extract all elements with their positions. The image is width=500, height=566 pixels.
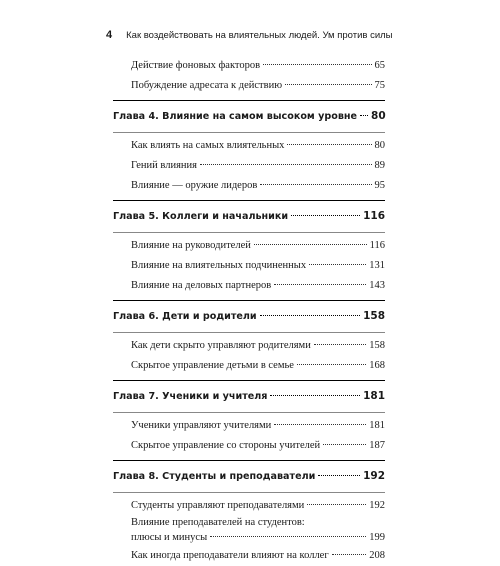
toc-entry-label: Влияние на влиятельных подчиненных xyxy=(131,260,307,271)
toc-chapter-4 xyxy=(113,100,385,133)
toc-entry-page: 89 xyxy=(374,160,385,171)
dot-leader xyxy=(260,184,371,185)
dot-leader xyxy=(270,395,360,396)
page-number: 4 xyxy=(106,29,113,41)
toc-entry-label-line2: плюсы и минусы xyxy=(131,532,208,543)
toc-entry-label: Влияние на деловых партнеров xyxy=(131,280,272,291)
toc-entry xyxy=(113,176,385,196)
toc-entry-page: 199 xyxy=(369,532,385,543)
dot-leader xyxy=(200,164,372,165)
toc-entry-page: 208 xyxy=(369,550,385,561)
toc-entry-label: Ученики управляют учителями xyxy=(131,420,272,431)
chapter-page: 116 xyxy=(363,210,385,222)
toc-entry-page: 168 xyxy=(369,360,385,371)
dot-leader xyxy=(297,364,366,365)
toc-entry-label: Скрытое управление со стороны учителей xyxy=(131,440,321,451)
toc-entry-page: 181 xyxy=(369,420,385,431)
toc-entry-page: 187 xyxy=(369,440,385,451)
dot-leader xyxy=(274,424,366,425)
toc-entry xyxy=(113,356,385,376)
dot-leader xyxy=(307,504,366,505)
dot-leader xyxy=(332,554,367,555)
toc-entry-label: Студенты управляют преподавателями xyxy=(131,500,305,511)
toc-chapter-5 xyxy=(113,200,385,233)
toc-entry-page: 65 xyxy=(374,60,385,71)
toc-entry-page: 158 xyxy=(369,340,385,351)
dot-leader xyxy=(274,284,366,285)
chapter-page: 192 xyxy=(363,470,385,482)
toc-entry xyxy=(113,416,385,436)
chapter-title: Глава 4. Влияние на самом высоком уровне xyxy=(113,111,358,122)
toc-entry xyxy=(113,56,385,76)
dot-leader xyxy=(360,115,368,116)
toc-entry-label: Влияние — оружие лидеров xyxy=(131,180,258,191)
toc-entry xyxy=(113,496,385,516)
toc-entry-line2 xyxy=(131,530,385,546)
toc-entry xyxy=(113,156,385,176)
toc-entry-page: 75 xyxy=(374,80,385,91)
toc-entry-label: Как иногда преподаватели влияют на коллег xyxy=(131,550,329,561)
toc-entry xyxy=(113,436,385,456)
dot-leader xyxy=(291,215,360,216)
toc-entry xyxy=(113,546,385,566)
dot-leader xyxy=(309,264,366,265)
toc-chapter-7 xyxy=(113,380,385,413)
toc-entry-page: 80 xyxy=(374,140,385,151)
toc-entry-page: 95 xyxy=(374,180,385,191)
table-of-contents xyxy=(113,56,385,566)
chapter-title: Глава 6. Дети и родители xyxy=(113,311,257,322)
toc-entry-label: Действие фоновых факторов xyxy=(131,60,261,71)
dot-leader xyxy=(314,344,366,345)
dot-leader xyxy=(254,244,367,245)
chapter-title: Глава 7. Ученики и учителя xyxy=(113,391,268,402)
running-title: Как воздействовать на влиятельных людей. Ум против силы xyxy=(126,30,393,41)
toc-entry xyxy=(113,76,385,96)
dot-leader xyxy=(210,536,366,537)
chapter-title: Глава 5. Коллеги и начальники xyxy=(113,211,289,222)
dot-leader xyxy=(263,64,371,65)
toc-chapter-6 xyxy=(113,300,385,333)
toc-entry xyxy=(113,236,385,256)
toc-entry xyxy=(113,136,385,156)
chapter-page: 80 xyxy=(371,110,386,122)
toc-entry-page: 131 xyxy=(369,260,385,271)
dot-leader xyxy=(287,144,371,145)
chapter-page: 158 xyxy=(363,310,385,322)
toc-entry-page: 192 xyxy=(369,500,385,511)
toc-entry-label: Как дети скрыто управляют родителями xyxy=(131,340,311,351)
chapter-page: 181 xyxy=(363,390,385,402)
toc-chapter-8 xyxy=(113,460,385,493)
toc-entry-label: Влияние на руководителей xyxy=(131,240,251,251)
toc-entry-label: Скрытое управление детьми в семье xyxy=(131,360,294,371)
running-header xyxy=(106,27,406,43)
toc-entry xyxy=(113,276,385,296)
toc-entry-page: 116 xyxy=(369,240,385,251)
toc-entry xyxy=(113,256,385,276)
toc-entry-label: Гений влияния xyxy=(131,160,197,171)
toc-entry-label: Побуждение адресата к действию xyxy=(131,80,283,91)
toc-entry-multiline xyxy=(113,516,385,546)
dot-leader xyxy=(323,444,366,445)
toc-entry-label-line1: Влияние преподавателей на студентов: xyxy=(131,517,305,528)
toc-entry-label: Как влиять на самых влиятельных xyxy=(131,140,285,151)
chapter-title: Глава 8. Студенты и преподаватели xyxy=(113,471,316,482)
dot-leader xyxy=(260,315,360,316)
dot-leader xyxy=(285,84,371,85)
toc-entry-page: 143 xyxy=(369,280,385,291)
toc-entry xyxy=(113,336,385,356)
dot-leader xyxy=(318,475,360,476)
